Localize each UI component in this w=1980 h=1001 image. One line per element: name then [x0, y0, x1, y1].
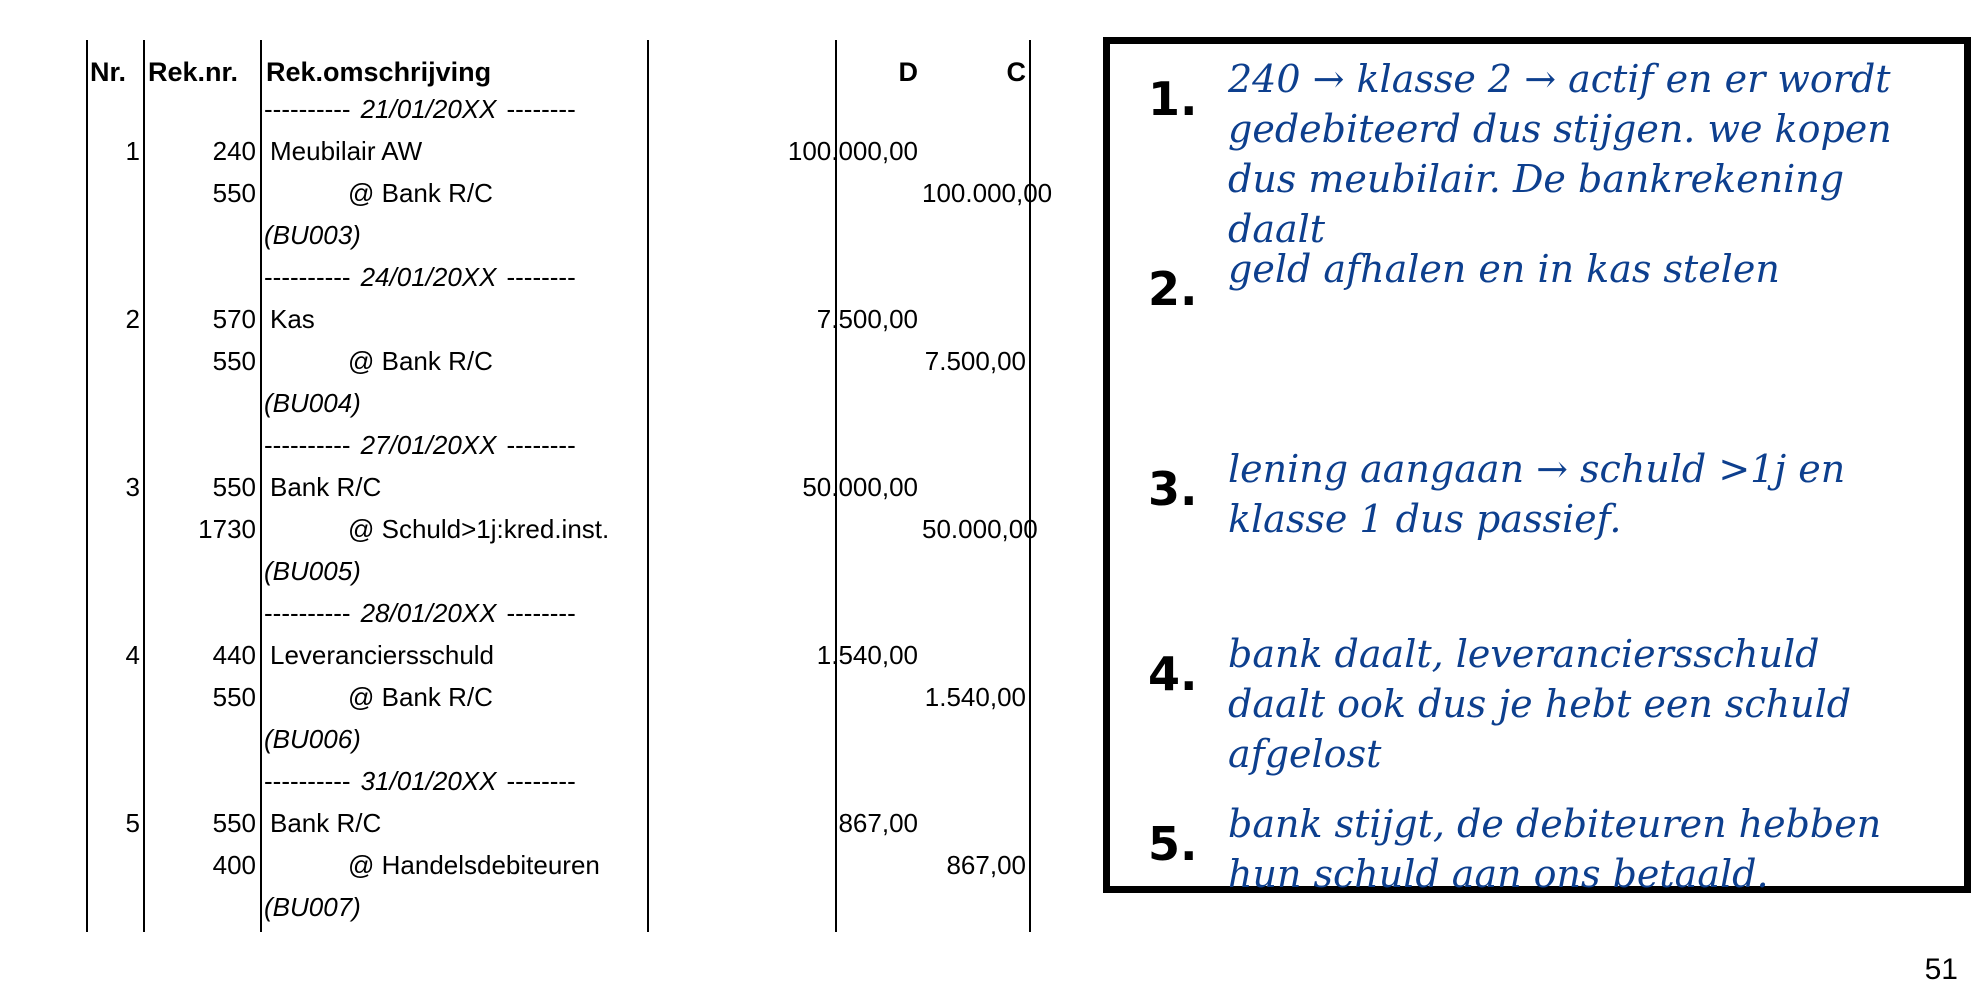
account-number: 440	[212, 640, 256, 670]
separator-dashes: ----------	[264, 430, 351, 460]
header-reknr: Rek.nr.	[148, 57, 239, 87]
note-number: 1.	[1148, 72, 1198, 126]
account-description: Bank R/C	[270, 472, 382, 502]
credit-amount: 100.000,00	[922, 178, 1053, 208]
entry-number: 4	[125, 640, 140, 670]
entry-number: 3	[125, 472, 140, 502]
document-reference: (BU006)	[264, 724, 361, 754]
account-number: 550	[212, 346, 256, 376]
debit-line	[86, 634, 1031, 676]
journal-table	[86, 40, 1053, 932]
date-separator	[264, 88, 576, 130]
debit-amount: 1.540,00	[816, 640, 918, 670]
note-text: geld afhalen en in kas stelen	[1228, 247, 1780, 291]
credit-line	[86, 676, 1031, 718]
document-reference: (BU007)	[264, 892, 361, 922]
debit-amount: 50.000,00	[802, 472, 918, 502]
entry-date: 24/01/20XX	[360, 262, 497, 292]
account-description: Kas	[270, 304, 315, 334]
note-number: 3.	[1148, 462, 1198, 516]
debit-line	[86, 466, 1031, 508]
debit-amount: 7.500,00	[816, 304, 918, 334]
account-number: 400	[212, 850, 256, 880]
document-reference: (BU003)	[264, 220, 361, 250]
reference-line	[86, 718, 1031, 760]
note-text: bank daalt, leveranciersschuld daalt ook dus je hebt een schuld afgelost	[1228, 632, 1852, 776]
credit-amount: 1.540,00	[924, 682, 1026, 712]
reference-line	[86, 382, 1031, 424]
header-nr: Nr.	[90, 57, 127, 87]
page-number: 51	[1924, 953, 1958, 986]
note-text: lening aangaan → schuld >1j en klasse 1 dus passief.	[1228, 447, 1846, 541]
entry-date: 27/01/20XX	[360, 430, 497, 460]
account-description: @ Bank R/C	[348, 178, 493, 208]
date-line	[86, 760, 1031, 802]
header-credit: C	[1006, 57, 1026, 87]
credit-amount: 867,00	[946, 850, 1026, 880]
account-description: @ Bank R/C	[348, 346, 493, 376]
account-description: @ Schuld>1j:kred.inst.	[348, 514, 610, 544]
credit-amount: 7.500,00	[924, 346, 1026, 376]
account-number: 550	[212, 682, 256, 712]
date-line	[86, 592, 1031, 634]
date-line	[86, 424, 1031, 466]
credit-line	[86, 340, 1031, 382]
date-line	[86, 88, 1031, 130]
account-description: Meubilair AW	[270, 136, 423, 166]
credit-line	[86, 172, 1053, 214]
separator-dashes: --------	[506, 94, 576, 124]
account-number: 550	[212, 178, 256, 208]
entry-number: 2	[125, 304, 140, 334]
note-number: 2.	[1148, 262, 1198, 316]
separator-dashes: ----------	[264, 766, 351, 796]
account-number: 240	[212, 136, 256, 166]
debit-amount: 867,00	[838, 808, 918, 838]
date-separator	[264, 256, 576, 298]
account-description: @ Handelsdebiteuren	[348, 850, 600, 880]
note-text: bank stijgt, de debiteuren hebben hun schuld aan ons betaald.	[1228, 802, 1882, 896]
entry-date: 31/01/20XX	[360, 766, 497, 796]
separator-dashes: ----------	[264, 598, 351, 628]
separator-dashes: --------	[506, 262, 576, 292]
entry-number: 5	[125, 808, 140, 838]
separator-dashes: --------	[506, 430, 576, 460]
reference-line	[86, 214, 1031, 256]
debit-line	[86, 298, 1031, 340]
entry-date: 21/01/20XX	[360, 94, 497, 124]
account-description: Bank R/C	[270, 808, 382, 838]
date-separator	[264, 760, 576, 802]
debit-amount: 100.000,00	[787, 136, 918, 166]
document-reference: (BU005)	[264, 556, 361, 586]
reference-line	[86, 886, 1031, 928]
separator-dashes: --------	[506, 598, 576, 628]
note-number: 5.	[1148, 817, 1198, 871]
note-number: 4.	[1148, 647, 1198, 701]
document-reference: (BU004)	[264, 388, 361, 418]
separator-dashes: ----------	[264, 262, 351, 292]
account-number: 550	[212, 808, 256, 838]
account-description: @ Bank R/C	[348, 682, 493, 712]
date-line	[86, 256, 1031, 298]
date-separator	[264, 424, 576, 466]
debit-line	[86, 802, 1031, 844]
date-separator	[264, 592, 576, 634]
entry-number: 1	[125, 136, 140, 166]
separator-dashes: --------	[506, 766, 576, 796]
header-debit: D	[898, 57, 918, 87]
reference-line	[86, 550, 1031, 592]
entry-date: 28/01/20XX	[360, 598, 497, 628]
credit-amount: 50.000,00	[922, 514, 1038, 544]
account-description: Leveranciersschuld	[270, 640, 495, 670]
handwritten-notes-box	[1103, 37, 1971, 896]
header-omschrijving: Rek.omschrijving	[266, 57, 492, 87]
credit-line	[86, 844, 1031, 886]
note-text: 240 → klasse 2 → actif en er wordt gedebiteerd dus stijgen. we kopen dus meubilair. De bankrekening daalt	[1228, 57, 1892, 251]
account-number: 570	[212, 304, 256, 334]
debit-line	[86, 130, 1031, 172]
account-number: 1730	[198, 514, 256, 544]
account-number: 550	[212, 472, 256, 502]
credit-line	[86, 508, 1038, 550]
separator-dashes: ----------	[264, 94, 351, 124]
